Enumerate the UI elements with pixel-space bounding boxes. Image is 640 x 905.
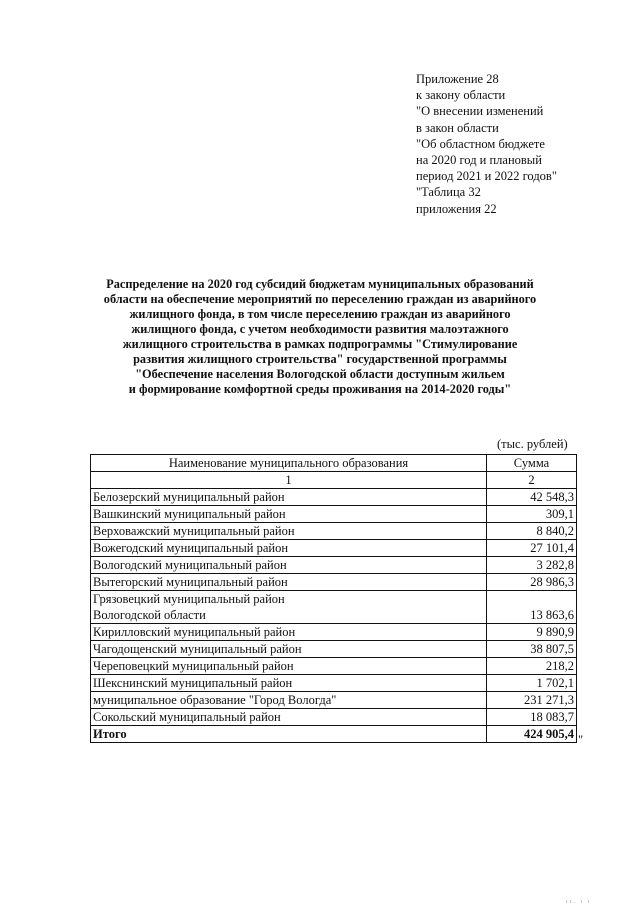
page-mark: ıı. ı ı	[566, 899, 592, 905]
row-name: Вологодский муниципальный район	[91, 557, 487, 574]
table-total-row	[91, 726, 577, 743]
row-name: муниципальное образование "Город Вологда"	[91, 692, 487, 709]
appendix-line: на 2020 год и плановый	[416, 153, 542, 168]
title-line: и формирование комфортной среды проживания на 2014-2020 годы"	[128, 382, 512, 396]
table-row	[91, 506, 577, 523]
row-name: Белозерский муниципальный район	[91, 489, 487, 506]
table-row	[91, 692, 577, 709]
appendix-line: Приложение 28	[416, 72, 499, 86]
row-name: Верховажский муниципальный район	[91, 523, 487, 540]
row-name: Вытегорский муниципальный район	[91, 574, 487, 591]
appendix-line: в закон области	[416, 120, 499, 135]
table-row	[91, 658, 577, 675]
row-sum: 9 890,9	[487, 624, 577, 641]
closing-quote: "	[578, 733, 584, 747]
table-row	[91, 523, 577, 540]
table-row	[91, 489, 577, 506]
table-row	[91, 624, 577, 641]
header-name: Наименование муниципального образования	[91, 455, 487, 472]
appendix-line: "Таблица 32	[416, 185, 481, 200]
row-name: Вашкинский муниципальный район	[91, 506, 487, 523]
appendix-line: период 2021 и 2022 годов"	[416, 169, 557, 184]
table-index-row	[91, 472, 577, 489]
table-row	[91, 591, 577, 624]
row-name	[91, 591, 487, 624]
table-row	[91, 709, 577, 726]
appendix-line: "О внесении изменений	[416, 104, 544, 119]
row-name: Череповецкий муниципальный район	[91, 658, 487, 675]
document-title	[70, 277, 570, 397]
title-line: жилищного фонда, с учетом необходимости развития малоэтажного	[131, 322, 509, 336]
row-sum: 38 807,5	[487, 641, 577, 658]
row-sum: 8 840,2	[487, 523, 577, 540]
title-line: жилищного строительства в рамках подпрограммы "Стимулирование	[122, 337, 518, 351]
table-row	[91, 675, 577, 692]
subsidy-table	[90, 454, 577, 743]
table-row	[91, 641, 577, 658]
row-sum: 42 548,3	[487, 489, 577, 506]
unit-label: (тыс. рублей)	[497, 437, 568, 451]
title-line: "Обеспечение населения Вологодской области доступным жильем	[135, 367, 505, 381]
row-sum: 13 863,6	[487, 591, 577, 624]
title-line: жилищного фонда, в том числе переселению граждан из аварийного	[129, 307, 511, 321]
header-sum: Сумма	[487, 455, 577, 472]
index-cell: 2	[487, 472, 577, 489]
appendix-note	[416, 71, 557, 217]
row-name: Кирилловский муниципальный район	[91, 624, 487, 641]
table-row	[91, 540, 577, 557]
title-line: развития жилищного строительства" государственной программы	[133, 352, 507, 366]
title-line: Распределение на 2020 год субсидий бюджетам муниципальных образований	[106, 277, 534, 291]
row-sum: 1 702,1	[487, 675, 577, 692]
row-name: Шекснинский муниципальный район	[91, 675, 487, 692]
row-name: Чагодощенский муниципальный район	[91, 641, 487, 658]
appendix-line: "Об областном бюджете	[416, 136, 545, 151]
row-name: Вожегодский муниципальный район	[91, 540, 487, 557]
row-name: Сокольский муниципальный район	[91, 709, 487, 726]
title-line: области на обеспечение мероприятий по переселению граждан из аварийного	[103, 292, 537, 306]
row-sum: 309,1	[487, 506, 577, 523]
row-sum: 28 986,3	[487, 574, 577, 591]
row-name-line: Вологодской области	[93, 608, 206, 622]
row-name-line: Грязовецкий муниципальный район	[93, 592, 285, 606]
table-row	[91, 574, 577, 591]
row-sum: 3 282,8	[487, 557, 577, 574]
table-row	[91, 557, 577, 574]
total-sum: 424 905,4	[487, 726, 577, 743]
appendix-line: к закону области	[416, 88, 506, 103]
index-cell: 1	[91, 472, 487, 489]
row-sum: 218,2	[487, 658, 577, 675]
row-sum: 231 271,3	[487, 692, 577, 709]
total-label: Итого	[91, 726, 487, 743]
row-sum: 27 101,4	[487, 540, 577, 557]
row-sum: 18 083,7	[487, 709, 577, 726]
table-header-row	[91, 455, 577, 472]
appendix-line: приложения 22	[416, 201, 497, 216]
